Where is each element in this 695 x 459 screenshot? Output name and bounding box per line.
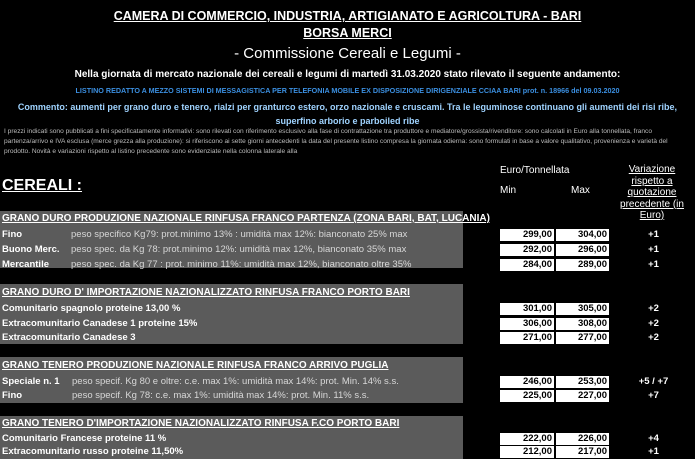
price-min: 225,00 <box>500 390 554 402</box>
price-max: 226,00 <box>556 433 609 445</box>
section-title: GRANO DURO D' IMPORTAZIONE NAZIONALIZZATO RINFUSA FRANCO PORTO BARI <box>2 287 410 298</box>
price-variation: +2 <box>648 332 659 343</box>
row-label: Fino <box>2 390 23 401</box>
price-max: 227,00 <box>556 390 609 402</box>
price-min: 306,00 <box>500 318 554 330</box>
price-variation: +1 <box>648 244 659 255</box>
row-label: Mercantile <box>2 259 49 270</box>
cereali-title: CEREALI : <box>2 177 82 194</box>
row-description: peso spec. da Kg 78: prot.minimo 12%: umidità max 12%, bianconato 35% max <box>71 244 407 255</box>
price-min: 299,00 <box>500 229 554 241</box>
row-label: Speciale n. 1 <box>2 376 60 387</box>
price-max: 253,00 <box>556 376 609 388</box>
price-max: 308,00 <box>556 318 609 330</box>
header-commissione: - Commissione Cereali e Legumi - <box>234 45 461 62</box>
header-borsa-merci: BORSA MERCI <box>303 26 392 40</box>
price-variation: +1 <box>648 446 659 457</box>
price-variation: +2 <box>648 318 659 329</box>
price-variation: +2 <box>648 303 659 314</box>
price-variation: +1 <box>648 259 659 270</box>
row-label: Extracomunitario Canadese 3 <box>2 332 136 343</box>
price-variation: +4 <box>648 433 659 444</box>
section-title: GRANO TENERO PRODUZIONE NAZIONALE RINFUSA FRANCO ARRIVO PUGLIA <box>2 360 389 371</box>
col-max-header: Max <box>571 185 590 196</box>
row-description: peso spec. da Kg 77 : prot. minimo 11%: umidità max 12%, bianconato oltre 35% <box>71 259 412 270</box>
col-min-header: Min <box>500 185 517 196</box>
price-max: 304,00 <box>556 229 609 241</box>
price-min: 212,00 <box>500 446 554 458</box>
row-label: Extracomunitario Canadese 1 proteine 15% <box>2 318 198 329</box>
listino-notice: LISTINO REDATTO A MEZZO SISTEMI DI MESSAGISTICA PER TELEFONIA MOBILE EX DISPOSIZIONE DIRIGENZIALE CCIAA BARI prot. n. 18966 del 09.03.2020 <box>75 86 620 95</box>
price-min: 292,00 <box>500 244 554 256</box>
section-title: GRANO DURO PRODUZIONE NAZIONALE RINFUSA FRANCO PARTENZA (ZONA BARI, BAT, LUCANIA) <box>2 213 490 224</box>
row-label: Comunitario spagnolo proteine 13,00 % <box>2 303 181 314</box>
row-label: Buono Merc. <box>2 244 60 255</box>
row-label: Extracomunitario russo proteine 11,50% <box>2 446 184 457</box>
price-max: 277,00 <box>556 332 609 344</box>
price-min: 246,00 <box>500 376 554 388</box>
price-variation: +7 <box>648 390 659 401</box>
price-max: 289,00 <box>556 259 609 271</box>
col-variation-header: Variazione rispetto a quotazione precedente (in Euro) <box>620 164 684 221</box>
row-label: Fino <box>2 229 23 240</box>
row-description: peso specif. Kg 78: c.e. max 1%: umidità max 14%: prot. Min. 11% s.s. <box>72 390 370 401</box>
price-max: 217,00 <box>556 446 609 458</box>
price-min: 301,00 <box>500 303 554 315</box>
price-variation: +1 <box>648 229 659 240</box>
disclaimer-note: I prezzi indicati sono pubblicati a fini specificatamente informativi: sono rilevati con riferimento esclusivo alla fase di contrattazione tra produttore e mediatore/grossista/rivenditore: sono calcolati in Euro alla tonnellata, franco partenza/arrivo e IVA esclusa (merce grezza alla produzione): si riferiscono ai sette giorni antecedenti la data del presente listino compresa la giornata odierna: sono formulati in base a valore qualitativo, provenienza e varietà del prodotto. Novità e variazioni rispetto al listino precedente sono evidenziate nella colonna laterale alla <box>4 128 668 156</box>
row-description: peso specif. Kg 80 e oltre: c.e. max 1%: umidità max 14%: prot. Min. 14% s.s. <box>72 376 399 387</box>
col-euro-header: Euro/Tonnellata <box>500 165 570 176</box>
price-max: 296,00 <box>556 244 609 256</box>
market-day-text: Nella giornata di mercato nazionale dei cereali e legumi di martedì 31.03.2020 stato rilevato il seguente andamento: <box>74 69 621 80</box>
comment-text: Commento: aumenti per grano duro e tenero, rialzi per granturco estero, orzo nazionale e cruscami. Tra le leguminose continuano gli aumenti dei risi ribe, superfino arborio e parboiled ribe <box>17 102 678 126</box>
price-min: 271,00 <box>500 332 554 344</box>
row-description: peso specifico Kg79: prot.minimo 13% : umidità max 12%: bianconato 25% max <box>71 229 408 240</box>
section-title: GRANO TENERO D'IMPORTAZIONE NAZIONALIZZATO RINFUSA F.CO PORTO BARI <box>2 418 400 429</box>
price-variation: +5 / +7 <box>638 376 669 387</box>
row-label: Comunitario Francese proteine 11 % <box>2 433 167 444</box>
price-max: 305,00 <box>556 303 609 315</box>
price-min: 222,00 <box>500 433 554 445</box>
price-min: 284,00 <box>500 259 554 271</box>
header-chamber: CAMERA DI COMMERCIO, INDUSTRIA, ARTIGIANATO E AGRICOLTURA - BARI <box>113 9 582 23</box>
